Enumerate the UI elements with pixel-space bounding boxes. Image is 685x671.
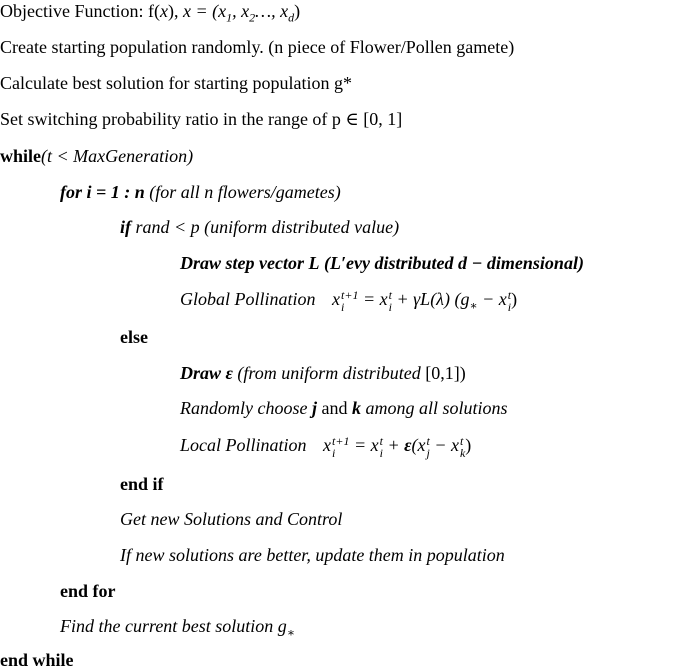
objective-function-line: Objective Function: f(x), $x = (x_1$, $x_2\dots$, $x_d$) [0,1,301,25]
calculate-best-line: Calculate best solution for starting population g* [0,73,352,93]
if-line: if rand < p (uniform distributed value) [120,217,400,237]
draw-step-line: Draw step vector L (L′evy distributed d − dimensional) [180,253,584,273]
if-better-line: If new solutions are better, update them in population [120,545,505,565]
randomly-choose-line: Randomly choose j and k among all solutions [180,398,508,418]
global-pollination-line: Global Pollination x t+1 i = x t i + γL(λ) ($g_∗ - x$ t i ) [180,287,518,314]
find-best-line: Find the current best solution $g_∗$ [60,616,295,640]
end-for-line: end for [60,581,116,601]
end-while-line: end while [0,650,74,670]
for-line: for i = 1 : n (for all n flowers/gametes) [60,182,341,202]
switch-probability-line: Set switching probability ratio in the range of p ∈ [0, 1] [0,109,403,129]
draw-epsilon-line: Draw ε (from uniform distributed [0,1]) [180,363,466,383]
end-if-line: end if [120,474,164,494]
local-pollination-line: Local Pollination x t+1 i = x t i + ε(x t j − x t k ) [180,433,472,460]
while-line: while(t < MaxGeneration) [0,146,194,166]
else-line: else [120,327,148,347]
create-population-line: Create starting population randomly. (n piece of Flower/Pollen gamete) [0,37,515,57]
get-new-solutions-line: Get new Solutions and Control [120,509,343,529]
